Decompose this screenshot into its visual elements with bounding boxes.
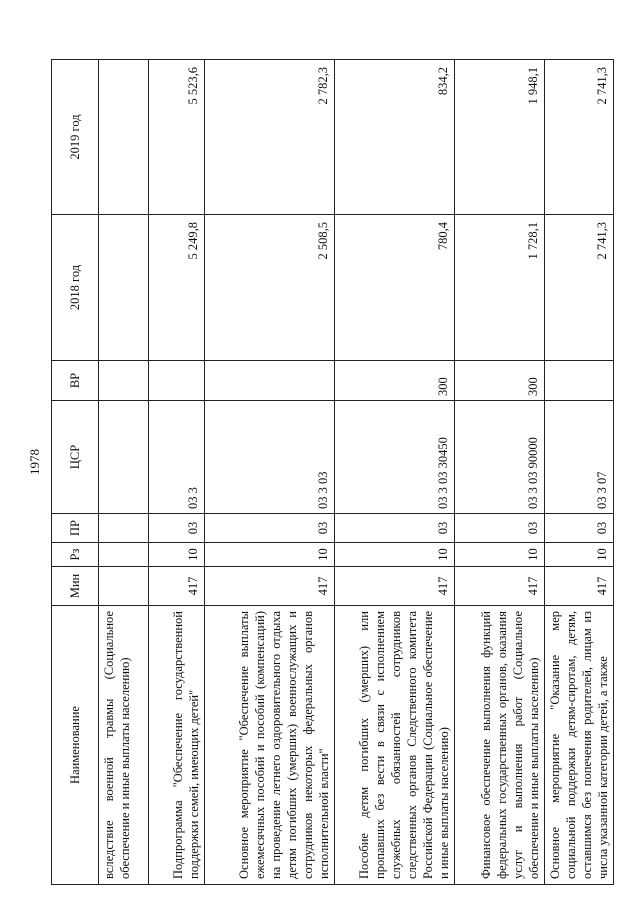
table-row bbox=[149, 60, 205, 885]
row-2019 bbox=[99, 60, 149, 215]
header-2018: 2018 год bbox=[52, 215, 99, 361]
row-pr: 03 bbox=[455, 514, 545, 543]
row-pr: 03 bbox=[205, 514, 335, 543]
page-number bbox=[23, 442, 47, 482]
header-row bbox=[52, 60, 99, 885]
row-min bbox=[99, 567, 149, 606]
row-2018: 5 249,8 bbox=[149, 215, 205, 361]
row-min: 417 bbox=[149, 567, 205, 606]
table-row bbox=[205, 60, 335, 885]
row-name: Основное мероприятие "Оказание мер социальной поддержки детям-сиротам, детям, оставшимся без попечения родителей, лицам из числа указанной категории детей, а также bbox=[545, 606, 614, 885]
row-name: Финансовое обеспечение выполнения функций федеральных государственных органов, оказания услуг и выполнения работ (Социальное обеспечение и иные выплаты населению) bbox=[455, 606, 545, 885]
row-csr: 03 3 07 bbox=[545, 401, 614, 514]
row-2018: 2 741,3 bbox=[545, 215, 614, 361]
table-row bbox=[99, 60, 149, 885]
table-row bbox=[545, 60, 614, 885]
row-name: Пособие детям погибших (умерших) или пропавших без вести в связи с исполнением служебных обязанностей сотрудников следственных органов Следственного комитета Российской Федерации (Социальное обеспечение и иные выплаты населению) bbox=[335, 606, 455, 885]
row-vr: 300 bbox=[335, 361, 455, 401]
table-body bbox=[99, 60, 614, 885]
row-2018 bbox=[99, 215, 149, 361]
row-vr bbox=[99, 361, 149, 401]
row-min: 417 bbox=[205, 567, 335, 606]
row-csr: 03 3 03 30450 bbox=[335, 401, 455, 514]
header-name: Наименование bbox=[52, 606, 99, 885]
row-2019: 1 948,1 bbox=[455, 60, 545, 215]
header-rz: Рз bbox=[52, 543, 99, 567]
row-min: 417 bbox=[545, 567, 614, 606]
row-2019: 834,2 bbox=[335, 60, 455, 215]
row-name: Основное мероприятие "Обеспечение выплаты ежемесячных пособий и пособий (компенсаций) на проведение летнего оздоровительного отдыха детям погибших (умерших) военнослужащих и сотрудников некоторых федеральных органов исполнительной власти" bbox=[205, 606, 335, 885]
header-min: Мин bbox=[52, 567, 99, 606]
row-pr bbox=[99, 514, 149, 543]
row-rz: 10 bbox=[455, 543, 545, 567]
row-name: вследствие военной травмы (Социальное обеспечение и иные выплаты населению) bbox=[99, 606, 149, 885]
row-rz: 10 bbox=[545, 543, 614, 567]
row-min: 417 bbox=[455, 567, 545, 606]
row-2018: 1 728,1 bbox=[455, 215, 545, 361]
row-vr bbox=[545, 361, 614, 401]
row-rz: 10 bbox=[335, 543, 455, 567]
table-header bbox=[52, 60, 99, 885]
row-2018: 780,4 bbox=[335, 215, 455, 361]
header-pr: ПР bbox=[52, 514, 99, 543]
header-vr: ВР bbox=[52, 361, 99, 401]
row-pr: 03 bbox=[149, 514, 205, 543]
row-pr: 03 bbox=[545, 514, 614, 543]
row-rz: 10 bbox=[205, 543, 335, 567]
table-row bbox=[455, 60, 545, 885]
row-name: Подпрограмма "Обеспечение государственной поддержки семей, имеющих детей" bbox=[149, 606, 205, 885]
row-rz bbox=[99, 543, 149, 567]
row-2019: 5 523,6 bbox=[149, 60, 205, 215]
row-pr: 03 bbox=[335, 514, 455, 543]
header-2019: 2019 год bbox=[52, 60, 99, 215]
row-min: 417 bbox=[335, 567, 455, 606]
budget-table bbox=[51, 59, 614, 885]
page-number-text: 1978 bbox=[27, 449, 42, 475]
row-rz: 10 bbox=[149, 543, 205, 567]
header-csr: ЦСР bbox=[52, 401, 99, 514]
rotated-page-content bbox=[51, 60, 610, 885]
row-vr: 300 bbox=[455, 361, 545, 401]
row-csr: 03 3 03 90000 bbox=[455, 401, 545, 514]
row-csr bbox=[99, 401, 149, 514]
row-csr: 03 3 bbox=[149, 401, 205, 514]
row-csr: 03 3 03 bbox=[205, 401, 335, 514]
row-vr bbox=[205, 361, 335, 401]
row-2018: 2 508,5 bbox=[205, 215, 335, 361]
row-vr bbox=[149, 361, 205, 401]
table-row bbox=[335, 60, 455, 885]
row-2019: 2 741,3 bbox=[545, 60, 614, 215]
row-2019: 2 782,3 bbox=[205, 60, 335, 215]
